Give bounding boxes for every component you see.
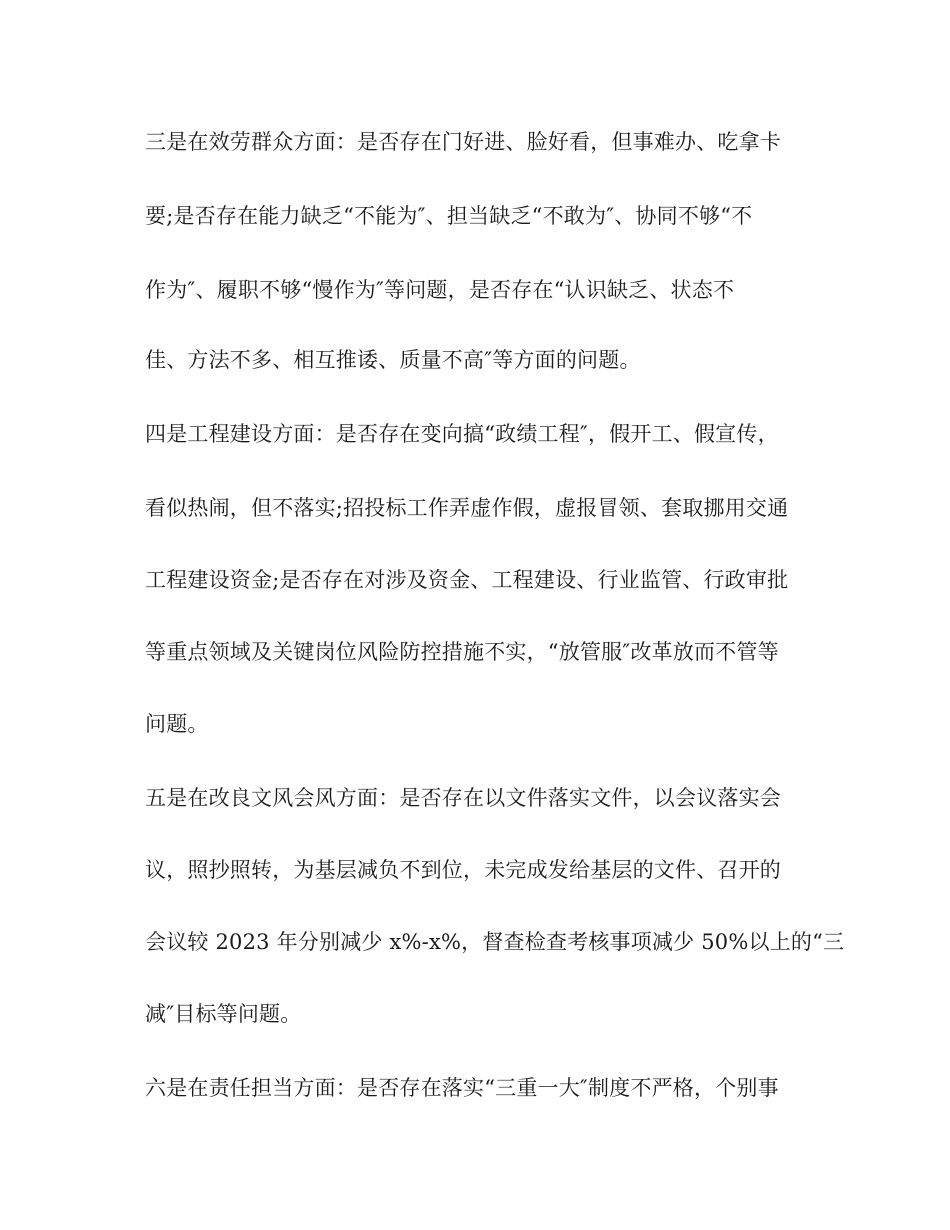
text-line: 等重点领域及关键岗位风险防控措施不实，“放管服″改革放而不管等 — [145, 640, 779, 664]
text-line: 作为″、履职不够“慢作为″等问题，是否存在“认识缺乏、状态不 — [145, 278, 735, 302]
text-line: 会议较 2023 年分别减少 x%-x%，督查检查考核事项减少 50%以上的“三 — [145, 930, 845, 954]
text-line: 五是在改良文风会风方面：是否存在以文件落实文件，以会议落实会 — [145, 786, 781, 810]
text-line: 六是在责任担当方面：是否存在落实“三重一大″制度不严格，个别事 — [145, 1076, 779, 1100]
text-line: 问题。 — [145, 712, 209, 736]
text-line: 四是工程建设方面：是否存在变向搞“政绩工程″，假开工、假宣传， — [145, 422, 779, 446]
text-line: 三是在效劳群众方面：是否存在门好进、脸好看，但事难办、吃拿卡 — [145, 130, 781, 154]
text-line: 工程建设资金;是否存在对涉及资金、工程建设、行业监管、行政审批 — [145, 568, 789, 592]
text-line: 佳、方法不多、相互推诿、质量不高″等方面的问题。 — [145, 348, 641, 372]
text-line: 看似热闹，但不落实;招投标工作弄虚作假，虚报冒领、套取挪用交通 — [145, 496, 789, 520]
text-line: 要;是否存在能力缺乏“不能为″、担当缺乏“不敢为″、协同不够“不 — [145, 204, 753, 228]
text-line: 减″目标等问题。 — [145, 1002, 302, 1026]
text-line: 议，照抄照转，为基层减负不到位，未完成发给基层的文件、召开的 — [145, 858, 781, 882]
